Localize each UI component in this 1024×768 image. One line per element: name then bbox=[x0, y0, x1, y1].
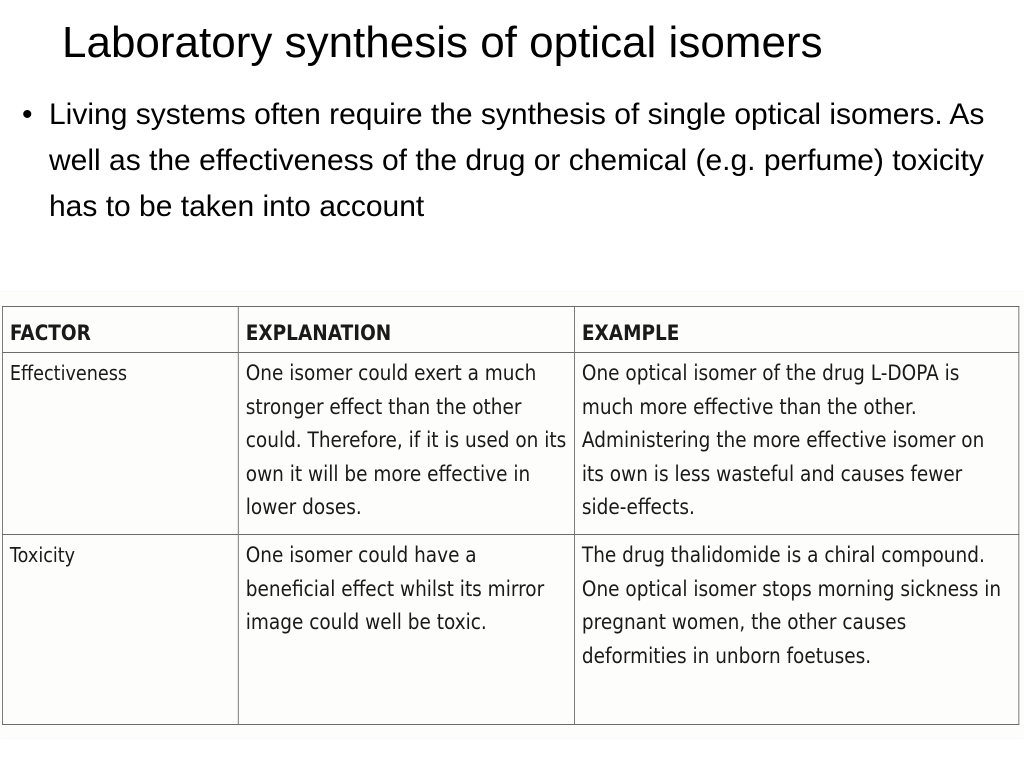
example-cell: One optical isomer of the drug L-DOPA is much more effective than the other. Administering the more effective isomer on its own is less wasteful and causes fewer side-effects. bbox=[574, 353, 1018, 535]
column-header-example: EXAMPLE bbox=[574, 307, 1018, 353]
explanation-cell: One isomer could have a beneficial effect whilst its mirror image could well be toxic. bbox=[238, 535, 574, 725]
scanned-table-image bbox=[0, 292, 1024, 738]
column-header-factor: FACTOR bbox=[2, 307, 238, 353]
factor-cell: Toxicity bbox=[2, 535, 238, 725]
example-cell: The drug thalidomide is a chiral compound. One optical isomer stops morning sickness in pregnant women, the other causes deformities in unborn foetuses. bbox=[574, 535, 1018, 725]
table-row bbox=[2, 535, 1018, 725]
explanation-cell: One isomer could exert a much stronger effect than the other could. Therefore, if it is used on its own it will be more effective in lower doses. bbox=[238, 353, 574, 535]
bullet-list bbox=[22, 92, 1012, 230]
factors-table bbox=[2, 306, 1019, 725]
bullet-item bbox=[22, 92, 1012, 230]
bullet-dot-icon: • bbox=[22, 98, 33, 131]
factor-cell: Effectiveness bbox=[2, 353, 238, 535]
table-header-row bbox=[2, 307, 1018, 353]
table-row bbox=[2, 353, 1018, 535]
bullet-text: Living systems often require the synthesis of single optical isomers. As well as the effectiveness of the drug or chemical (e.g. perfume) toxicity has to be taken into account bbox=[49, 98, 985, 223]
column-header-explanation: EXPLANATION bbox=[238, 307, 574, 353]
slide-title: Laboratory synthesis of optical isomers bbox=[62, 18, 823, 67]
